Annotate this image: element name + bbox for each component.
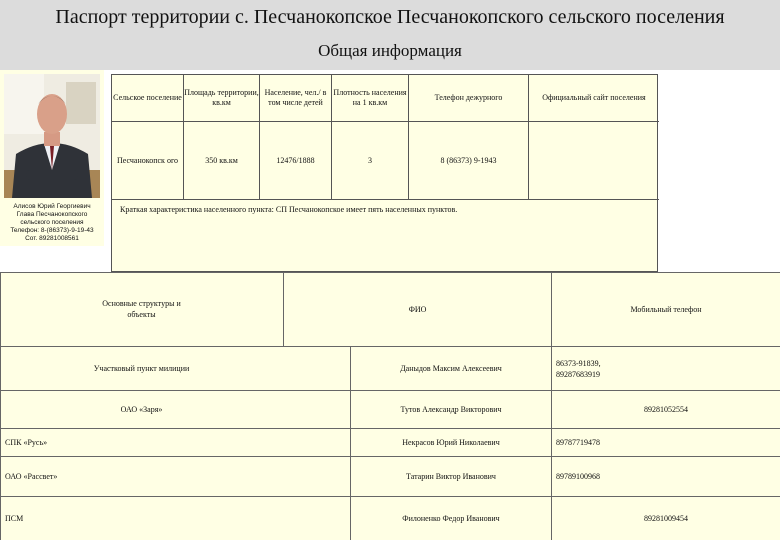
header-area: Площадь территории, кв.км bbox=[184, 88, 259, 107]
head-phone: Телефон: 8-(86373)-9-19-43 bbox=[10, 227, 94, 234]
header-fio: ФИО bbox=[408, 304, 427, 314]
row-5-phone: 89281009454 bbox=[644, 514, 688, 523]
row-2-object: ОАО «Заря» bbox=[120, 405, 163, 414]
head-mobile: Сот. 89281008561 bbox=[25, 235, 79, 242]
head-photo bbox=[4, 74, 100, 198]
portrait-image bbox=[4, 74, 100, 198]
header-density: Плотность населения на 1 кв.км bbox=[333, 88, 407, 107]
info-table bbox=[111, 74, 658, 272]
page-header bbox=[0, 0, 780, 70]
header-duty-phone: Телефон дежурного bbox=[434, 93, 503, 102]
row-1-object: Участковый пункт милиции bbox=[93, 364, 190, 373]
value-area: 350 кв.км bbox=[205, 155, 238, 165]
row-2-phone: 89281052554 bbox=[644, 405, 688, 414]
page-subtitle: Общая информация bbox=[318, 41, 462, 60]
row-5-fio: Филоненко Федор Иванович bbox=[402, 514, 500, 523]
row-2-fio: Тутов Александр Викторович bbox=[400, 405, 502, 414]
value-population: 12476/1888 bbox=[276, 155, 315, 165]
row-3-fio: Некрасов Юрий Николаевич bbox=[402, 438, 500, 447]
row-4-object: ОАО «Рассвет» bbox=[5, 472, 58, 481]
value-website bbox=[529, 122, 659, 199]
settlement-summary: Краткая характеристика населенного пункта: СП Песчанокопское имеет пять населенных пунктов. bbox=[120, 205, 458, 214]
value-duty-phone: 8 (86373) 9-1943 bbox=[440, 155, 497, 165]
value-density: 3 bbox=[368, 155, 372, 165]
head-name: Алисов Юрий Георгиевич bbox=[13, 203, 91, 210]
structures-table bbox=[0, 272, 780, 540]
row-1-phone: 86373-91839, 89287683919 bbox=[556, 358, 601, 379]
header-settlement: Сельское поселение bbox=[113, 93, 182, 102]
head-position-2: сельского поселения bbox=[20, 219, 84, 226]
head-caption bbox=[0, 203, 104, 243]
header-structures: Основные структуры и объекты bbox=[102, 299, 181, 319]
page-title: Паспорт территории с. Песчанокопское Песчанокопского сельского поселения bbox=[55, 6, 725, 28]
head-position-1: Глава Песчанокопского bbox=[16, 211, 88, 218]
value-settlement: Песчанокопск ого bbox=[116, 155, 179, 165]
header-mobile-phone: Мобильный телефон bbox=[630, 304, 702, 314]
header-website: Официальный сайт поселения bbox=[542, 93, 646, 102]
row-4-phone: 89789100968 bbox=[556, 472, 600, 481]
row-1-fio: Даныдов Максим Алексеевич bbox=[400, 364, 502, 373]
row-5-object: ПСМ bbox=[5, 514, 24, 523]
row-4-fio: Татарин Виктор Иванович bbox=[406, 472, 496, 481]
header-population: Население, чел./ в том числе детей bbox=[264, 88, 327, 107]
row-3-object: СПК «Русь» bbox=[5, 438, 48, 447]
row-3-phone: 89787719478 bbox=[556, 438, 600, 447]
